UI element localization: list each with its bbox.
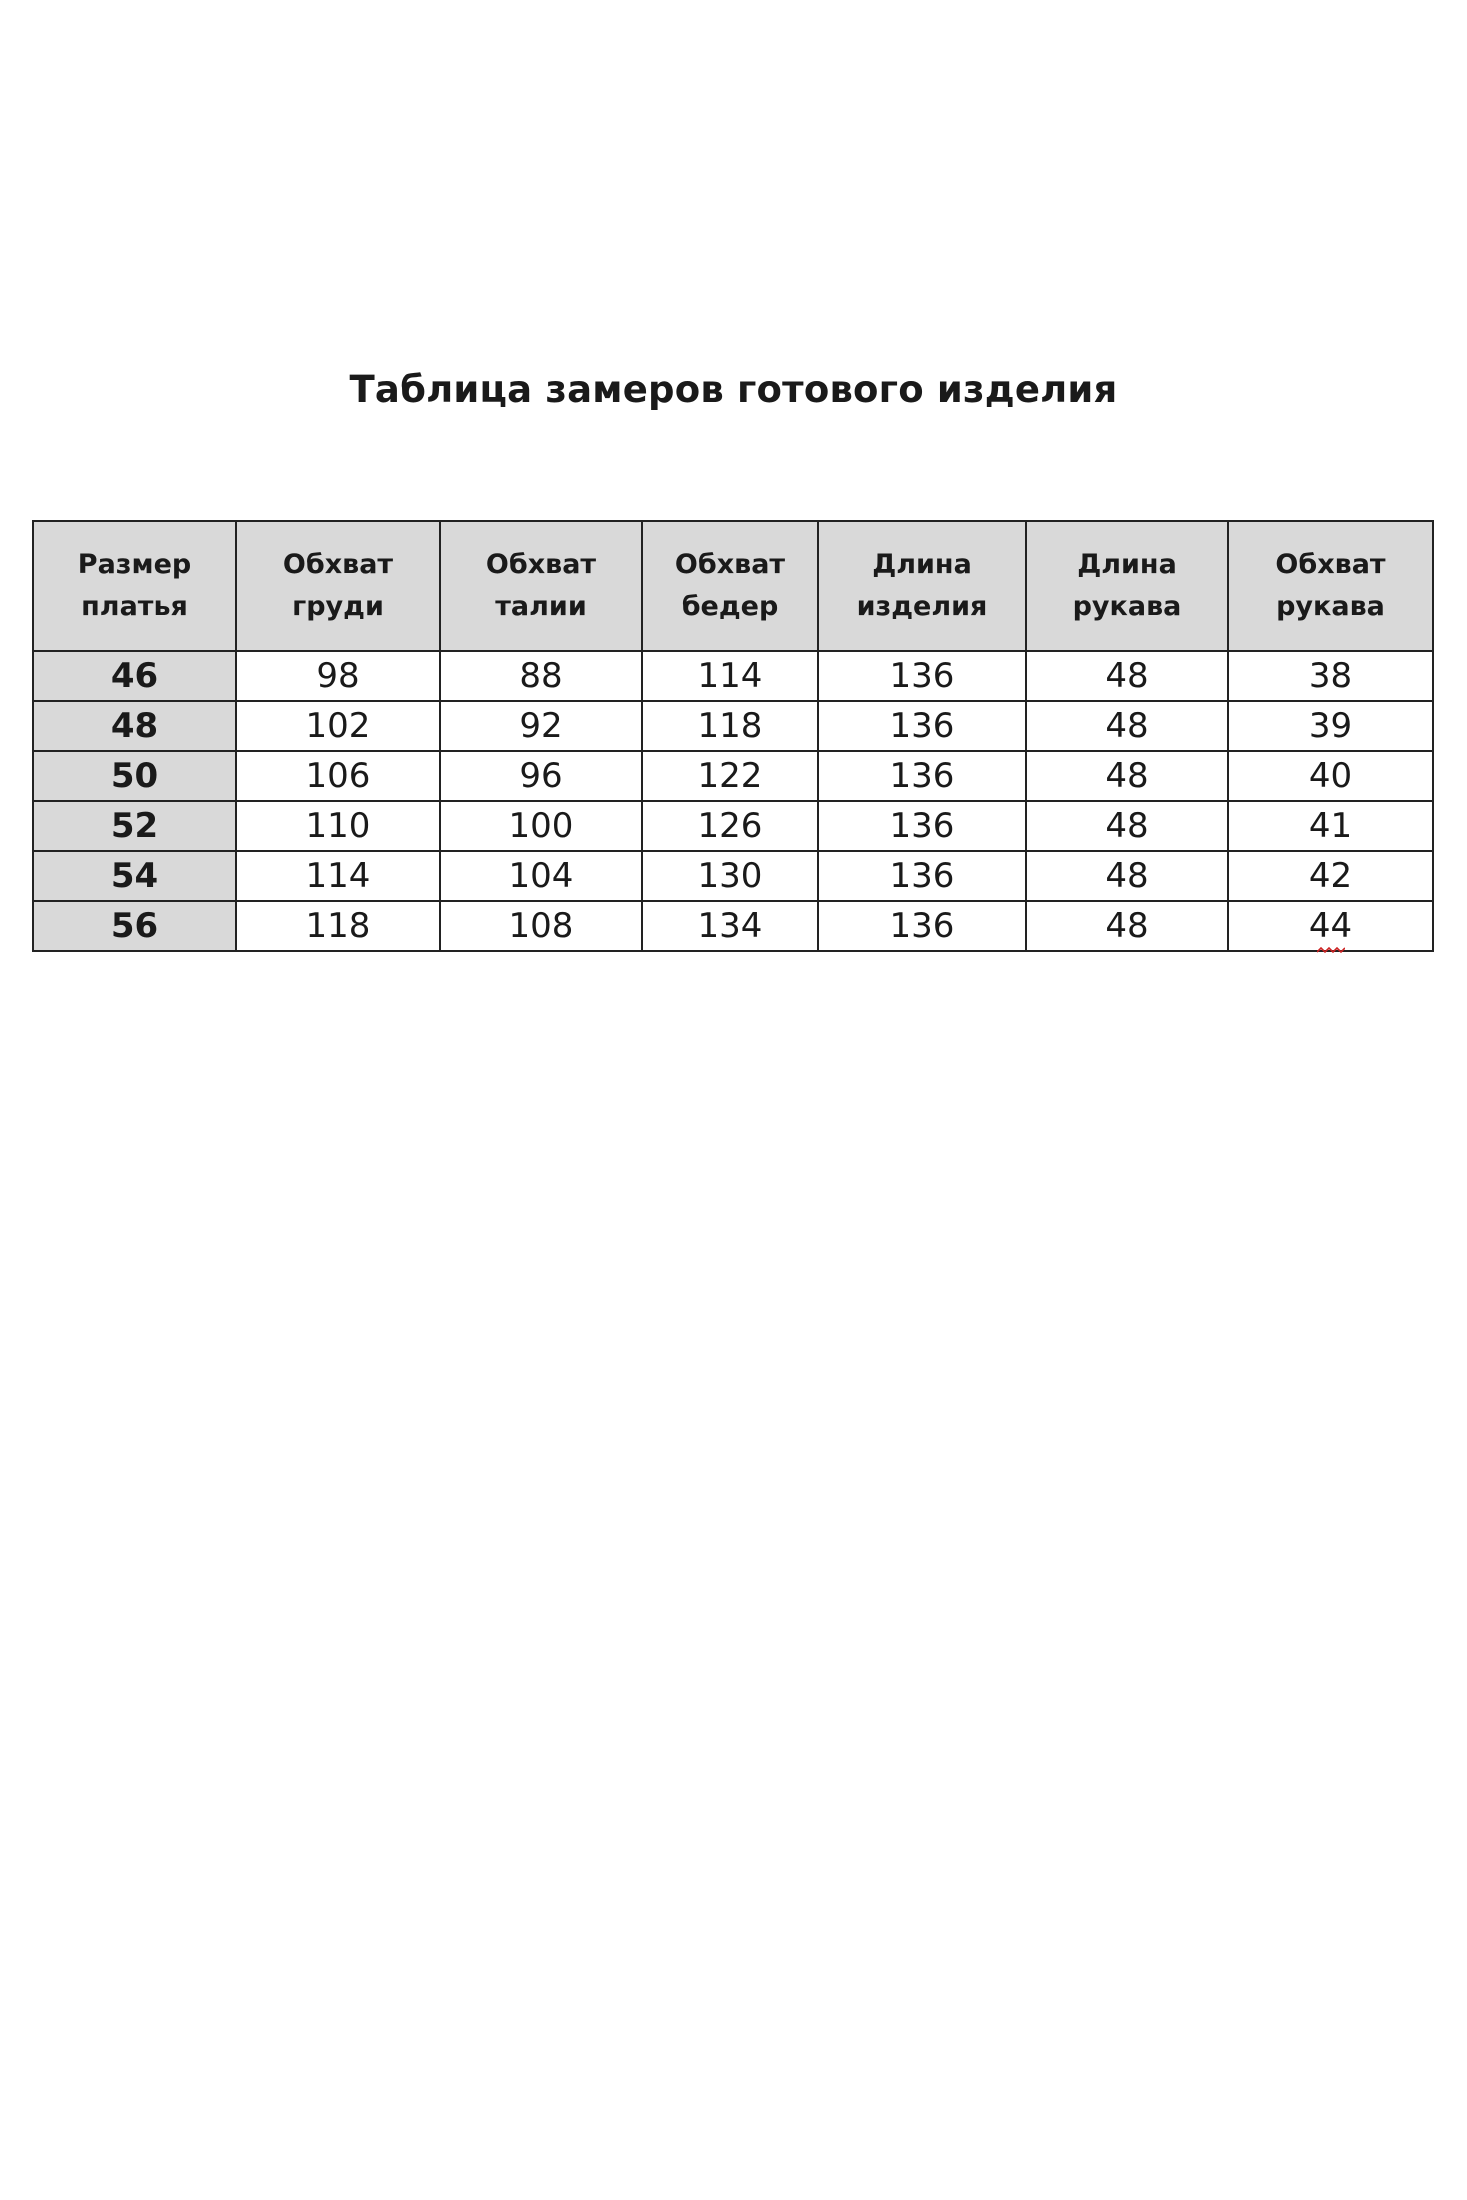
header-waist-girth: Обхват талии [440,521,642,651]
size-cell: 52 [33,801,236,851]
table-row [33,701,1433,751]
table-cell: 114 [642,651,818,701]
table-cell: 48 [1026,901,1228,951]
header-chest-girth: Обхват груди [236,521,440,651]
table-cell: 110 [236,801,440,851]
table-cell: 48 [1026,701,1228,751]
table-cell: 136 [818,851,1026,901]
table-cell: 92 [440,701,642,751]
table-cell: 136 [818,751,1026,801]
table-cell: 130 [642,851,818,901]
table-cell: 102 [236,701,440,751]
table-cell: 108 [440,901,642,951]
table-cell: 48 [1026,801,1228,851]
table-cell: 38 [1228,651,1433,701]
table-header-row [33,521,1433,651]
header-garment-length: Длина изделия [818,521,1026,651]
table-row [33,801,1433,851]
table-row [33,851,1433,901]
table-cell: 96 [440,751,642,801]
header-dress-size: Размер платья [33,521,236,651]
table-row [33,901,1433,951]
size-measurements-table [32,520,1434,952]
spellcheck-squiggle-icon [1317,946,1345,954]
table-cell: 136 [818,801,1026,851]
size-cell: 54 [33,851,236,901]
table-cell: 114 [236,851,440,901]
table-row [33,651,1433,701]
table-cell: 106 [236,751,440,801]
table-cell: 104 [440,851,642,901]
table-cell: 126 [642,801,818,851]
size-cell: 56 [33,901,236,951]
table-row [33,751,1433,801]
table-cell: 41 [1228,801,1433,851]
header-sleeve-length: Длина рукава [1026,521,1228,651]
table-cell: 88 [440,651,642,701]
table-cell: 134 [642,901,818,951]
size-cell: 50 [33,751,236,801]
table-cell: 118 [642,701,818,751]
table-cell: 40 [1228,751,1433,801]
table-cell: 136 [818,651,1026,701]
page-title: Таблица замеров готового изделия [349,368,1118,411]
table-cell: 122 [642,751,818,801]
table-cell: 42 [1228,851,1433,901]
table-cell: 118 [236,901,440,951]
table-cell: 48 [1026,751,1228,801]
table-cell: 48 [1026,851,1228,901]
table-cell-value: 44 [1308,906,1353,946]
table-cell: 98 [236,651,440,701]
table-cell: 48 [1026,651,1228,701]
table-cell: 100 [440,801,642,851]
table-cell: 136 [818,901,1026,951]
size-cell: 46 [33,651,236,701]
size-cell: 48 [33,701,236,751]
table-cell-last [1228,901,1433,951]
table-cell: 136 [818,701,1026,751]
header-hip-girth: Обхват бедер [642,521,818,651]
header-sleeve-girth: Обхват рукава [1228,521,1433,651]
table-cell: 39 [1228,701,1433,751]
